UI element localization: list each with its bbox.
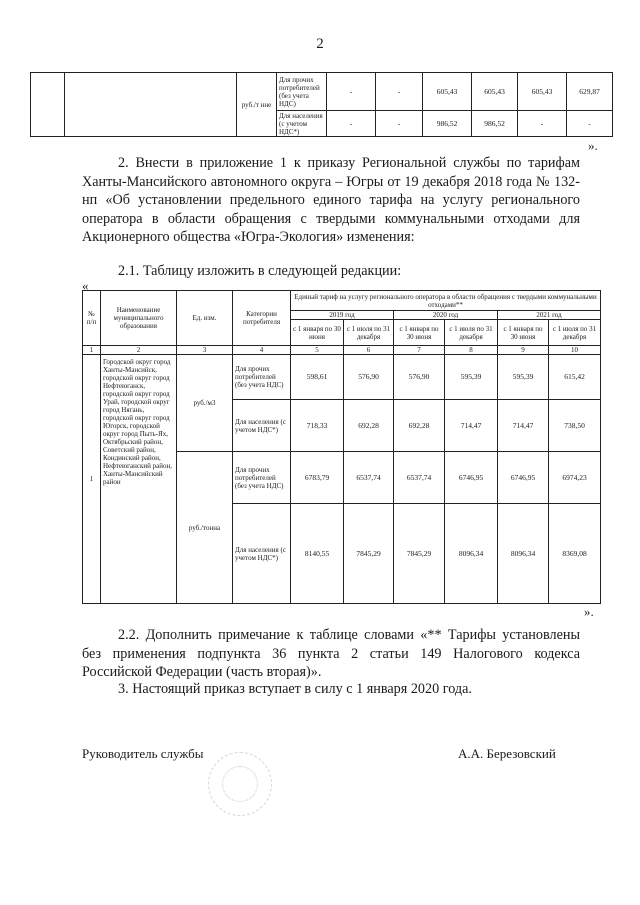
header-category: Категории потребителя — [233, 291, 291, 346]
top-value-cell: 605,43 — [423, 73, 472, 111]
column-number: 7 — [394, 346, 445, 355]
header-year: 2020 год — [394, 311, 498, 320]
column-number: 1 — [83, 346, 101, 355]
top-table — [30, 72, 613, 137]
header-period: с 1 июля по 31 декабря — [344, 320, 394, 346]
top-value-cell: - — [376, 73, 423, 111]
top-value-cell: 986,52 — [472, 111, 518, 137]
category-cell: Для населения (с учетом НДС*) — [233, 400, 291, 452]
header-number: № п/п — [83, 291, 101, 346]
top-category-cell: Для прочих потребителей (без учета НДС) — [277, 73, 327, 111]
value-cell: 6537,74 — [344, 452, 394, 504]
paragraph-2-2-text: 2.2. Дополнить примечание к таблице словами «** Тарифы установлены без применения подпункта 36 пункта 2 статьи 149 Налогового кодекса Российской Федерации (часть вторая)». — [82, 627, 580, 680]
header-municipality: Наименование муниципального образования — [101, 291, 177, 346]
column-number: 9 — [498, 346, 549, 355]
top-name-cell — [65, 73, 237, 137]
top-value-cell: - — [327, 111, 376, 137]
unit-cell: руб./м3 — [177, 355, 233, 452]
value-cell: 595,39 — [445, 355, 498, 400]
header-period: с 1 января по 30 июня — [291, 320, 344, 346]
column-number: 8 — [445, 346, 498, 355]
value-cell: 7845,29 — [394, 504, 445, 604]
value-cell: 692,28 — [394, 400, 445, 452]
top-unit-cell: руб./т нне — [237, 73, 277, 137]
header-period: с 1 января по 30 июня — [498, 320, 549, 346]
header-period: с 1 января по 30 июня — [394, 320, 445, 346]
value-cell: 6537,74 — [394, 452, 445, 504]
value-cell: 576,90 — [394, 355, 445, 400]
top-category-cell: Для населения (с учетом НДС*) — [277, 111, 327, 137]
top-value-cell: - — [376, 111, 423, 137]
header-year: 2019 год — [291, 311, 394, 320]
paragraph-2 — [82, 154, 580, 247]
value-cell: 6974,23 — [549, 452, 601, 504]
stamp-mark-inner — [222, 766, 258, 802]
paragraph-2-text: 2. Внести в приложение 1 к приказу Региональной службы по тарифам Ханты-Мансийского автономного округа – Югры от 19 декабря 2018 года № 132-нп «Об установлении предельного единого тарифа на услугу регионального оператора в области обращения с твердыми коммунальными отходами для Акционерного общества «Югра-Экология» изменения: — [82, 155, 580, 245]
top-value-cell: - — [518, 111, 567, 137]
value-cell: 6746,95 — [498, 452, 549, 504]
value-cell: 692,28 — [344, 400, 394, 452]
unit-cell: руб./тонна — [177, 452, 233, 604]
top-value-cell: 629,87 — [567, 73, 613, 111]
value-cell: 718,33 — [291, 400, 344, 452]
column-number: 2 — [101, 346, 177, 355]
paragraph-3: 3. Настоящий приказ вступает в силу с 1 января 2020 года. — [118, 681, 472, 697]
value-cell: 8369,08 — [549, 504, 601, 604]
value-cell: 8096,34 — [445, 504, 498, 604]
column-number: 4 — [233, 346, 291, 355]
top-value-cell: 605,43 — [472, 73, 518, 111]
value-cell: 8140,55 — [291, 504, 344, 604]
category-cell: Для прочих потребителей (без учета НДС) — [233, 452, 291, 504]
signature-name: А.А. Березовский — [458, 746, 556, 761]
value-cell: 714,47 — [498, 400, 549, 452]
paragraph-2-2 — [82, 626, 580, 682]
header-period: с 1 июля по 31 декабря — [549, 320, 601, 346]
signature-title: Руководитель службы — [82, 746, 204, 761]
opening-quote: « — [82, 278, 89, 293]
top-num-cell — [31, 73, 65, 137]
category-cell: Для населения (с учетом НДС*) — [233, 504, 291, 604]
value-cell: 8096,34 — [498, 504, 549, 604]
header-unit: Ед. изм. — [177, 291, 233, 346]
header-year: 2021 год — [498, 311, 601, 320]
value-cell: 595,39 — [498, 355, 549, 400]
value-cell: 615,42 — [549, 355, 601, 400]
value-cell: 714,47 — [445, 400, 498, 452]
value-cell: 576,90 — [344, 355, 394, 400]
category-cell: Для прочих потребителей (без учета НДС) — [233, 355, 291, 400]
header-period: с 1 июля по 31 декабря — [445, 320, 498, 346]
page-number: 2 — [316, 36, 324, 52]
column-number: 6 — [344, 346, 394, 355]
value-cell: 7845,29 — [344, 504, 394, 604]
row-number: 1 — [83, 355, 101, 604]
closing-quote: ». — [584, 604, 594, 619]
column-number: 10 — [549, 346, 601, 355]
top-value-cell: - — [567, 111, 613, 137]
value-cell: 738,50 — [549, 400, 601, 452]
paragraph-2-1: 2.1. Таблицу изложить в следующей редакции: — [118, 263, 402, 279]
top-value-cell: 605,43 — [518, 73, 567, 111]
value-cell: 6783,79 — [291, 452, 344, 504]
top-value-cell: 986,52 — [423, 111, 472, 137]
tariff-table — [82, 290, 601, 604]
top-value-cell: - — [327, 73, 376, 111]
municipality-cell: Городской округ город Ханты-Мансийск, городской округ город Нефтеюганск, городской округ город Урай, городской округ город Нягань, городской округ город Югорск, городской округ город Пыть-Ях, Октябрьский район, Советский район, Кондинский район, Нефтеюганский район, Ханты-Мансийский район — [101, 355, 177, 604]
column-number: 3 — [177, 346, 233, 355]
header-tariff: Единый тариф на услугу регионального оператора в области обращения с твердыми коммунальными отходами** — [291, 291, 601, 311]
column-number: 5 — [291, 346, 344, 355]
closing-quote: ». — [588, 138, 598, 153]
value-cell: 598,61 — [291, 355, 344, 400]
value-cell: 6746,95 — [445, 452, 498, 504]
